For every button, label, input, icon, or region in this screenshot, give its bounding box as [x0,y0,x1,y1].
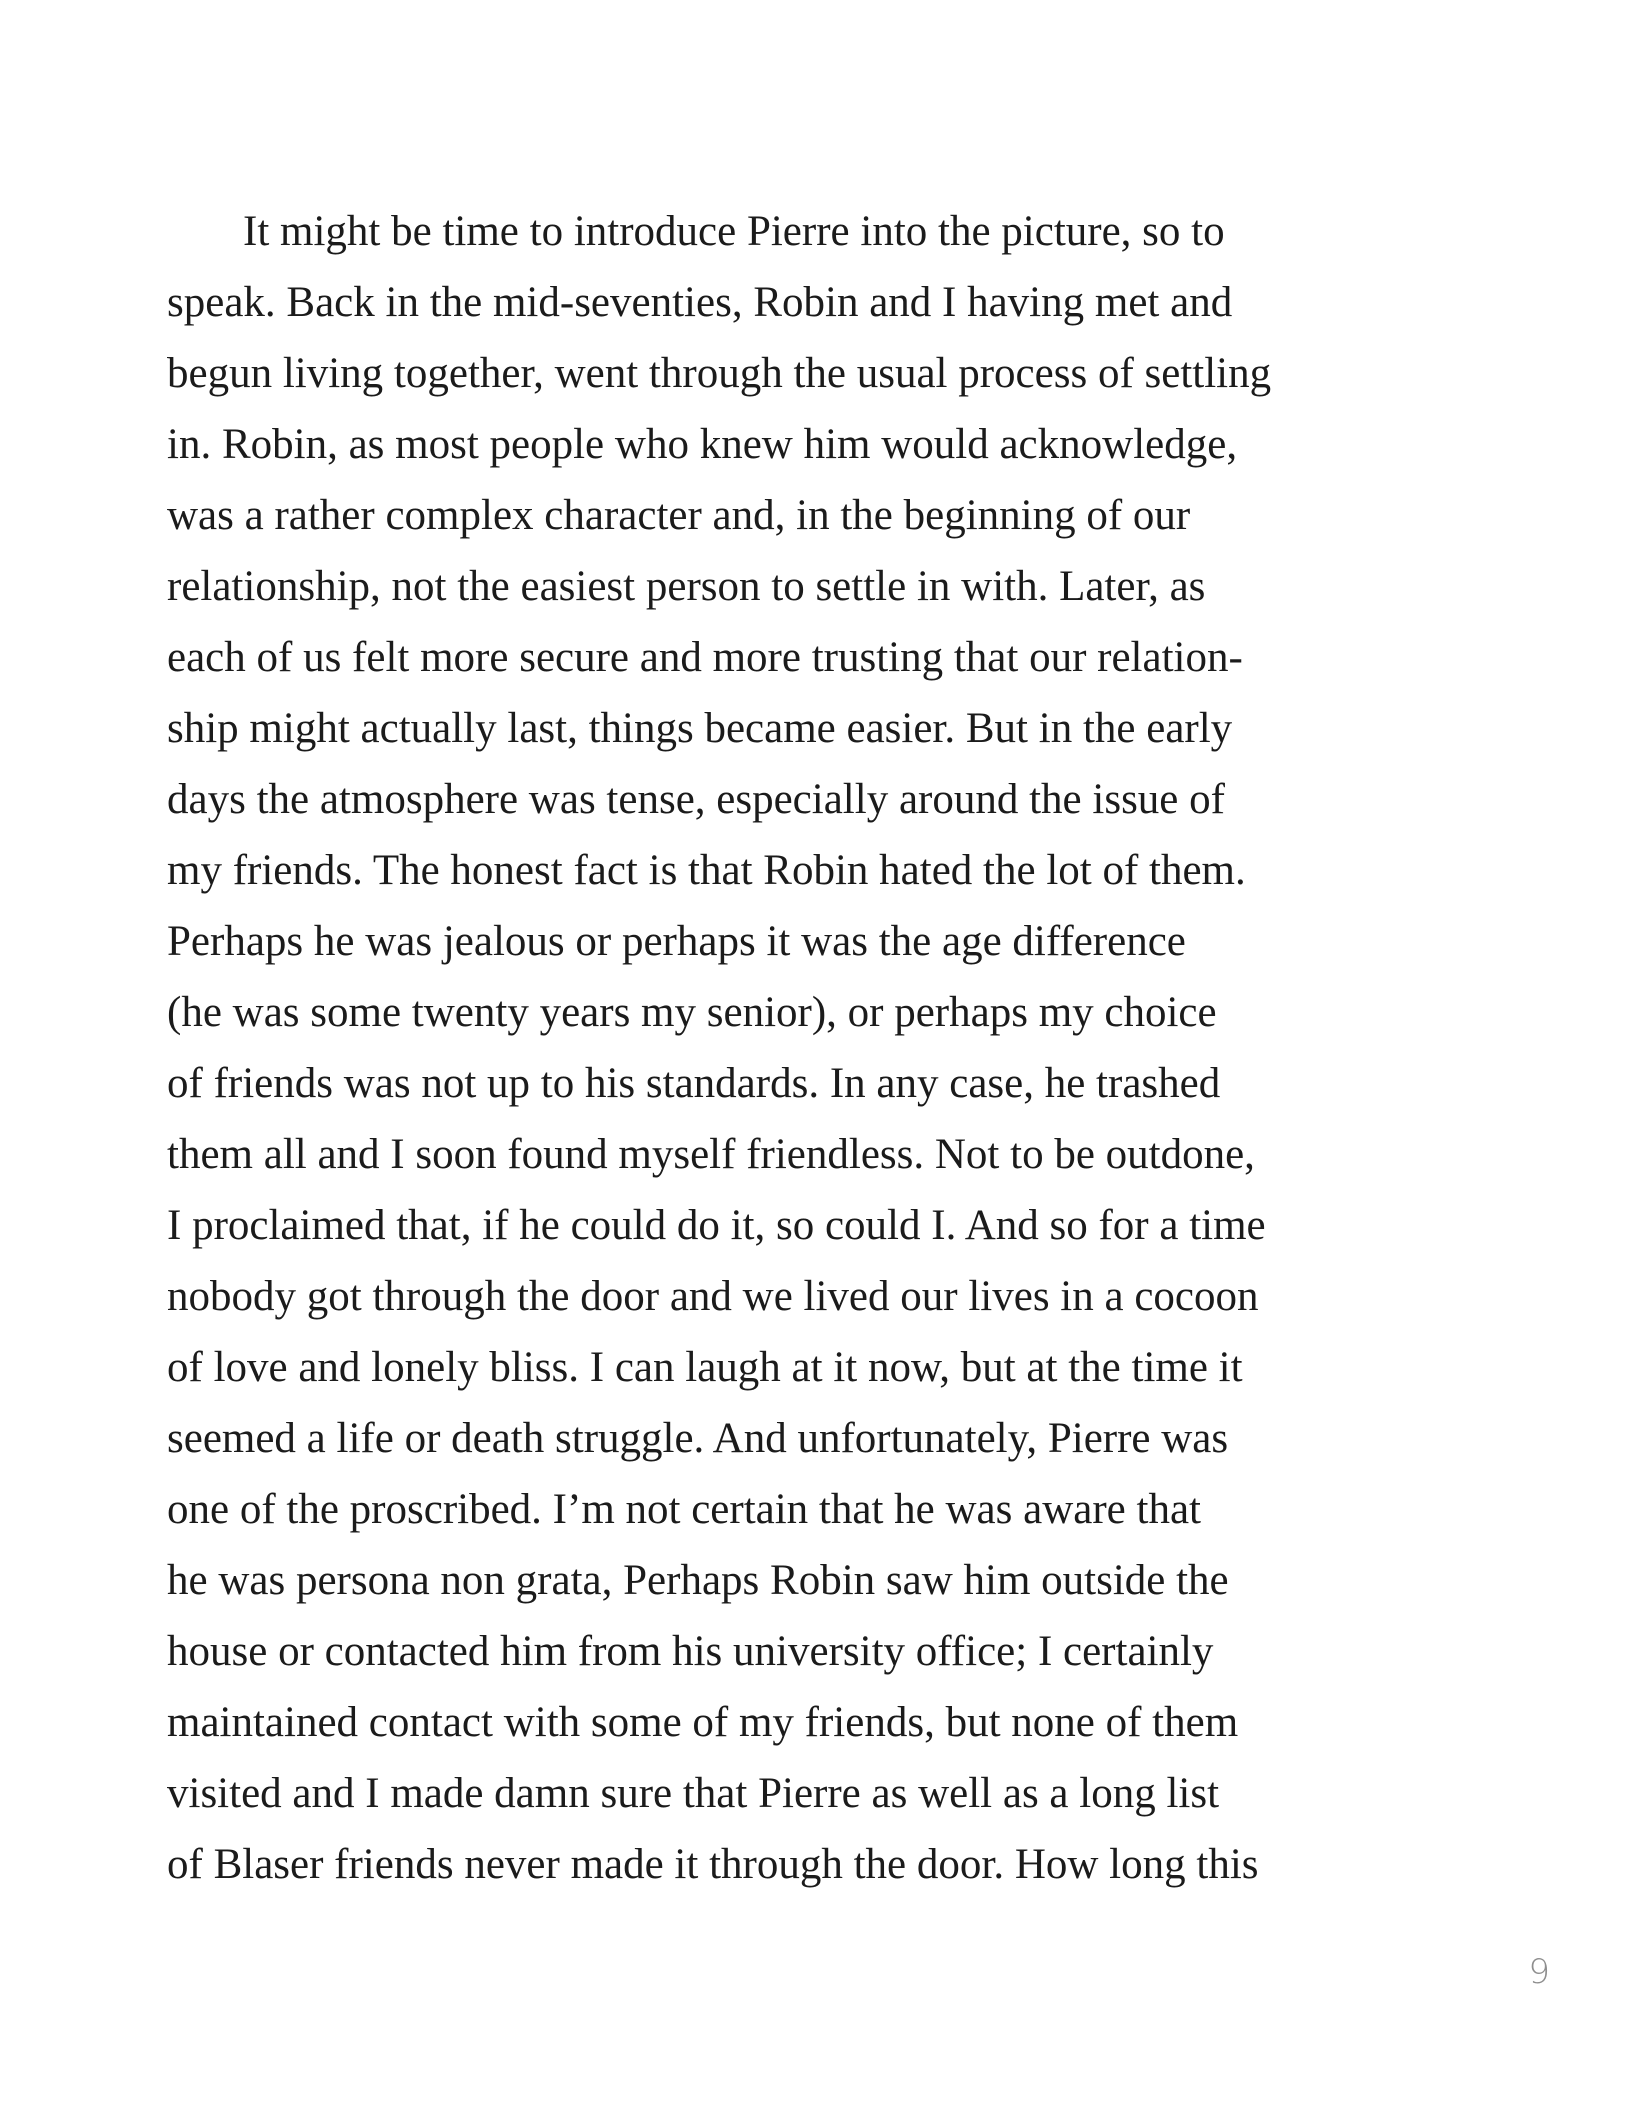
text-line: nobody got through the door and we lived our lives in a cocoon [167,1273,1259,1320]
text-line: Perhaps he was jealous or perhaps it was the age difference [167,918,1186,965]
text-line: he was persona non grata, Perhaps Robin saw him outside the [167,1557,1229,1604]
text-line: was a rather complex character and, in the beginning of our [167,492,1191,539]
text-line: seemed a life or death struggle. And unfortunately, Pierre was [167,1415,1229,1462]
text-line: (he was some twenty years my senior), or perhaps my choice [167,989,1217,1036]
text-line: It might be time to introduce Pierre into the picture, so to [243,208,1225,255]
text-line: of friends was not up to his standards. In any case, he trashed [167,1060,1221,1107]
text-line: begun living together, went through the usual process of settling [167,350,1272,397]
paragraph [167,196,1567,1900]
text-line: of love and lonely bliss. I can laugh at it now, but at the time it [167,1344,1243,1391]
text-line: my friends. The honest fact is that Robin hated the lot of them. [167,847,1246,894]
text-line: of Blaser friends never made it through the door. How long this [167,1841,1259,1888]
text-line: I proclaimed that, if he could do it, so could I. And so for a time [167,1202,1266,1249]
text-line: speak. Back in the mid-seventies, Robin and I having met and [167,279,1233,326]
text-line: days the atmosphere was tense, especially around the issue of [167,776,1225,823]
text-line: them all and I soon found myself friendless. Not to be outdone, [167,1131,1255,1178]
text-line: visited and I made damn sure that Pierre as well as a long list [167,1770,1220,1817]
text-line: in. Robin, as most people who knew him would acknowledge, [167,421,1238,468]
text-line: each of us felt more secure and more trusting that our relation- [167,634,1243,681]
text-line: ship might actually last, things became easier. But in the early [167,705,1233,752]
text-line: relationship, not the easiest person to settle in with. Later, as [167,563,1206,610]
text-line: maintained contact with some of my friends, but none of them [167,1699,1239,1746]
text-line: one of the proscribed. I’m not certain that he was aware that [167,1486,1201,1533]
text-line: house or contacted him from his university office; I certainly [167,1628,1214,1675]
page-number: 9 [1528,1952,1550,1992]
